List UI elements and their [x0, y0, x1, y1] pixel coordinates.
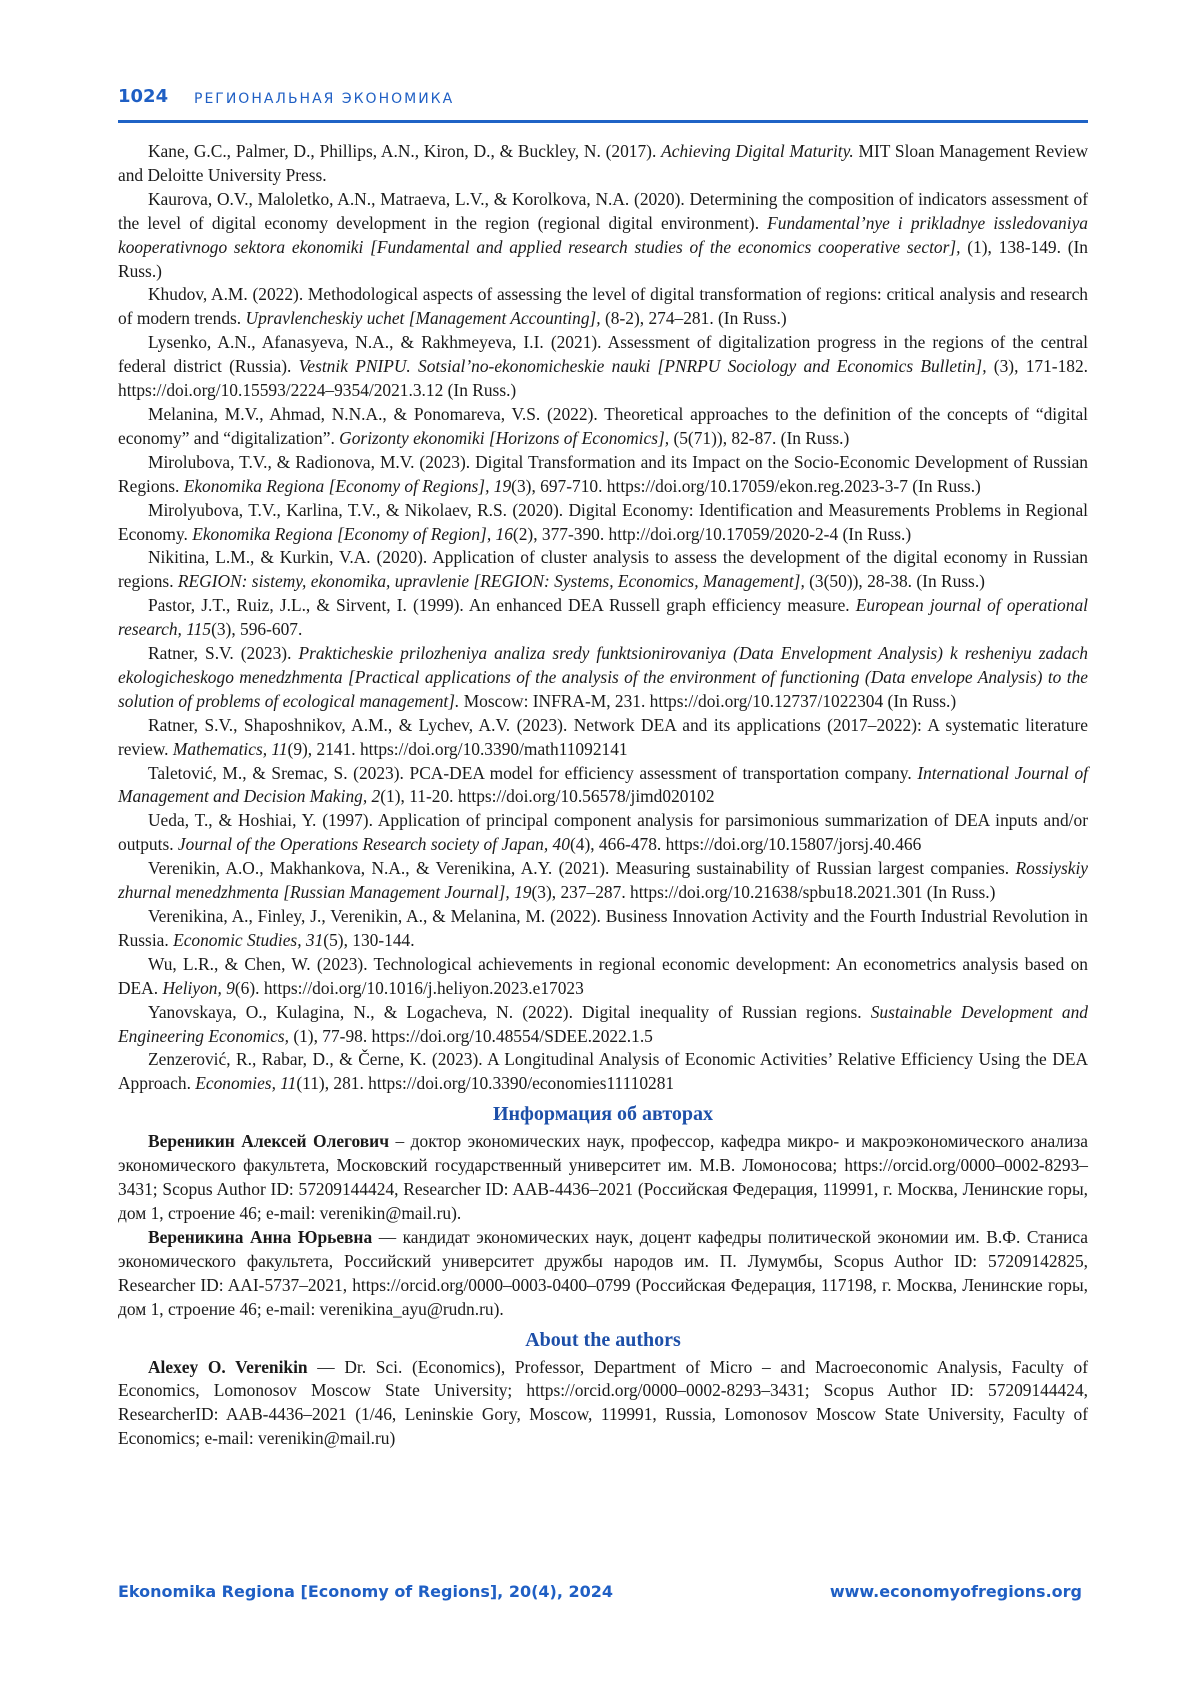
source-title: Economic Studies, 31	[173, 929, 324, 950]
reference-text: (3), 596-607.	[211, 619, 303, 640]
reference-text: (11), 281. https://doi.org/10.3390/economies11110281	[296, 1073, 675, 1094]
author-info-ru	[118, 1130, 1088, 1226]
source-title: Gorizonty ekonomiki [Horizons of Economics],	[339, 427, 670, 448]
source-title: Prakticheskie prilozheniya analiza sredy funktsionirovaniya (Data Envelopment Analysis) k resheniyu zadach ekologicheskogo menedzhmenta [Practical applications of the analysis of the environment of functioning (Data envelope Analysis) to the solution of problems of ecological management].	[118, 643, 1088, 711]
reference-text: Zenzerović, R., Rabar, D., & Černe, K. (2023). A Longitudinal Analysis of Economic Activities’ Relative Efficiency Using the DEA Approach.	[118, 1049, 1088, 1094]
reference-text: (1), 77-98. https://doi.org/10.48554/SDEE.2022.1.5	[288, 1025, 653, 1046]
source-title: Heliyon, 9	[162, 977, 235, 998]
reference-item	[118, 1001, 1088, 1049]
reference-text: — кандидат экономических наук, доцент кафедры политической экономии им. В.Ф. Станиса экономического факультета, Российский университет дружбы народов им. П. Лумумбы, Scopus Author ID: 57209142825, Researcher ID: AAI-5737–2021, https://orcid.org/0000–0003-0400–0799 (Российская Федерация, 117198, г. Москва, Ленинские горы, дом 1, строение 46; e-mail: verenikina_ayu@rudn.ru).	[118, 1226, 1088, 1319]
reference-text: Yanovskaya, O., Kulagina, N., & Logacheva, N. (2022). Digital inequality of Russian regions.	[148, 1001, 871, 1022]
source-title: International Journal of Management and Decision Making, 2	[118, 762, 1088, 807]
reference-text: MIT Sloan Management Review and Deloitte University Press.	[118, 141, 1088, 185]
authors-ru-heading: Информация об авторах	[492, 1103, 714, 1126]
reference-item	[118, 642, 1088, 714]
reference-text: Moscow: INFRA-M, 231. https://doi.org/10.12737/1022304 (In Russ.)	[459, 690, 957, 711]
reference-text: (2), 377-390. http://doi.org/10.17059/2020-2-4 (In Russ.)	[512, 523, 912, 544]
reference-text: Ratner, S.V., Shaposhnikov, A.M., & Lychev, A.V. (2023). Network DEA and its applications (2017–2022): A systematic literature review.	[118, 714, 1088, 759]
reference-text: (5), 130-144.	[323, 929, 415, 950]
reference-item	[118, 499, 1088, 547]
reference-text: (9), 2141. https://doi.org/10.3390/math11092141	[287, 738, 628, 759]
source-title: Ekonomika Regiona [Economy of Regions], 19	[183, 475, 512, 496]
reference-text: Mirolyubova, T.V., Karlina, T.V., & Nikolaev, R.S. (2020). Digital Economy: Identification and Measurements Problems in Regional Economy.	[118, 499, 1088, 544]
reference-text: Ratner, S.V. (2023).	[148, 643, 299, 664]
reference-text: Taletović, M., & Sremac, S. (2023). PCA-DEA model for efficiency assessment of transportation company.	[148, 762, 918, 783]
reference-text: Kane, G.C., Palmer, D., Phillips, A.N., Kiron, D., & Buckley, N. (2017).	[148, 141, 662, 161]
reference-item	[118, 857, 1088, 905]
source-title: Mathematics, 11	[172, 738, 288, 759]
source-title: Ekonomika Regiona [Economy of Region], 16	[192, 523, 513, 544]
reference-text: (3), 237–287. https://doi.org/10.21638/spbu18.2021.301 (In Russ.)	[531, 882, 996, 903]
reference-text: (3(50)), 28-38. (In Russ.)	[804, 571, 985, 592]
author-info-en	[118, 1356, 1088, 1452]
reference-item	[118, 188, 1088, 284]
reference-text: (8-2), 274–281. (In Russ.)	[600, 308, 787, 329]
reference-text: (1), 138-149. (In Russ.)	[118, 236, 1088, 281]
author-name: Вереникина Анна Юрьевна	[148, 1226, 373, 1247]
references-list	[118, 140, 1088, 1096]
reference-item	[118, 762, 1088, 810]
reference-item	[118, 140, 1088, 188]
reference-item	[118, 809, 1088, 857]
source-title: Rossiyskiy zhurnal menedzhmenta [Russian Management Journal], 19	[118, 858, 1088, 903]
reference-text: (3), 171-182. https://doi.org/10.15593/2224–9354/2021.3.12 (In Russ.)	[118, 356, 1089, 401]
source-title: REGION: sistemy, ekonomika, upravlenie [REGION: Systems, Economics, Management],	[177, 571, 805, 592]
reference-item	[118, 331, 1088, 403]
reference-item	[118, 714, 1088, 762]
reference-text: Nikitina, L.M., & Kurkin, V.A. (2020). Application of cluster analysis to assess the development of the digital economy in Russian regions.	[118, 547, 1088, 592]
author-name: Вереникин Алексей Олегович	[148, 1131, 390, 1152]
reference-text: Mirolubova, T.V., & Radionova, M.V. (2023). Digital Transformation and its Impact on the Socio-Economic Development of Russian Regions.	[118, 451, 1088, 496]
reference-text: Verenikin, A.O., Makhankova, N.A., & Verenikina, A.Y. (2021). Measuring sustainability of Russian largest companies.	[148, 858, 1016, 879]
source-title: Vestnik PNIPU. Sotsial’no-ekonomicheskie nauki [PNRPU Sociology and Economics Bulletin],	[298, 356, 987, 377]
source-title: Sustainable Development and Engineering Economics,	[118, 1001, 1088, 1046]
reference-text: Verenikina, A., Finley, J., Verenikin, A., & Melanina, M. (2022). Business Innovation Activity and the Fourth Industrial Revolution in Russia.	[118, 906, 1088, 950]
reference-item	[118, 905, 1088, 953]
source-title: Achieving Digital Maturity.	[661, 141, 854, 161]
source-title: Journal of the Operations Research society of Japan, 40	[177, 834, 570, 855]
source-title: Economies, 11	[195, 1073, 297, 1094]
source-title: European journal of operational research, 115	[118, 595, 1088, 640]
author-name: Alexey O. Verenikin	[148, 1356, 308, 1377]
reference-item	[118, 594, 1088, 642]
reference-text: – доктор экономических наук, профессор, кафедра микро- и макроэкономического анализа экономического факультета, Московский государственный университет им. М.В. Ломоносова; https://orcid.org/0000–0002-8293–3431; Scopus Author ID: 57209144424, Researcher ID: AAB-4436–2021 (Российская Федерация, 119991, г. Москва, Ленинские горы, дом 1, строение 46; e-mail: verenikin@mail.ru).	[118, 1131, 1088, 1223]
reference-text: (3), 697-710. https://doi.org/10.17059/ekon.reg.2023-3-7 (In Russ.)	[511, 475, 981, 496]
authors-en-section	[118, 1356, 1088, 1452]
source-title: Fundamental’nye i prikladnye issledovaniya kooperativnogo sektora ekonomiki [Fundamental and applied research studies of the economics cooperative sector],	[118, 212, 1088, 257]
page-header	[118, 84, 1088, 123]
reference-item	[118, 546, 1088, 594]
reference-text: (1), 11-20. https://doi.org/10.56578/jimd020102	[380, 786, 715, 807]
reference-item	[118, 283, 1088, 331]
reference-text: Kaurova, O.V., Maloletko, A.N., Matraeva, L.V., & Korolkova, N.A. (2020). Determining the composition of indicators assessment of the level of digital economy development in the region (regional digital environment).	[118, 188, 1088, 233]
reference-text: Wu, L.R., & Chen, W. (2023). Technological achievements in regional economic development: An econometrics analysis based on DEA.	[118, 953, 1088, 998]
author-info-ru	[118, 1226, 1088, 1322]
page-number: 1024	[118, 86, 169, 107]
authors-ru-section	[118, 1130, 1088, 1321]
reference-text: (4), 466-478. https://doi.org/10.15807/jorsj.40.466	[569, 834, 922, 855]
reference-text: (6). https://doi.org/10.1016/j.heliyon.2023.e17023	[234, 977, 584, 998]
reference-text: Melanina, M.V., Ahmad, N.N.A., & Ponomareva, V.S. (2022). Theoretical approaches to the definition of the concepts of “digital economy” and “digitalization”.	[118, 403, 1088, 448]
reference-text: Ueda, T., & Hoshiai, Y. (1997). Application of principal component analysis for parsimonious summarization of DEA inputs and/or outputs.	[118, 810, 1088, 855]
reference-item	[118, 953, 1088, 1001]
reference-text: (5(71)), 82-87. (In Russ.)	[669, 427, 850, 448]
reference-item	[118, 1048, 1088, 1096]
reference-text: Lysenko, A.N., Afanasyeva, N.A., & Rakhmeyeva, I.I. (2021). Assessment of digitalization progress in the regions of the central federal district (Russia).	[118, 332, 1088, 377]
source-title: Upravlencheskiy uchet [Management Accounting],	[245, 308, 601, 329]
reference-text: Khudov, A.M. (2022). Methodological aspects of assessing the level of digital transformation of regions: critical analysis and research of modern trends.	[118, 284, 1088, 329]
reference-item	[118, 451, 1088, 499]
page-content	[118, 140, 1088, 1451]
journal-title-ru: РЕГИОНАЛЬНАЯ ЭКОНОМИКА	[194, 91, 455, 107]
footer-journal-citation: Ekonomika Regiona [Economy of Regions], 20(4), 2024	[118, 1582, 614, 1601]
footer-website-link[interactable]: www.economyofregions.org	[829, 1582, 1082, 1601]
reference-item	[118, 403, 1088, 451]
reference-text: Pastor, J.T., Ruiz, J.L., & Sirvent, I. (1999). An enhanced DEA Russell graph efficiency measure.	[148, 595, 856, 616]
authors-en-heading: About the authors	[525, 1328, 681, 1351]
reference-text: — Dr. Sci. (Economics), Professor, Department of Micro – and Macroeconomic Analysis, Faculty of Economics, Lomonosov Moscow State University; https://orcid.org/0000–0002-8293–3431; Scopus Author ID: 57209144424, ResearcherID: AAB-4436–2021 (1/46, Leninskie Gory, Moscow, 119991, Russia, Lomonosov Moscow State University, Faculty of Economics; e-mail: verenikin@mail.ru)	[118, 1356, 1088, 1449]
